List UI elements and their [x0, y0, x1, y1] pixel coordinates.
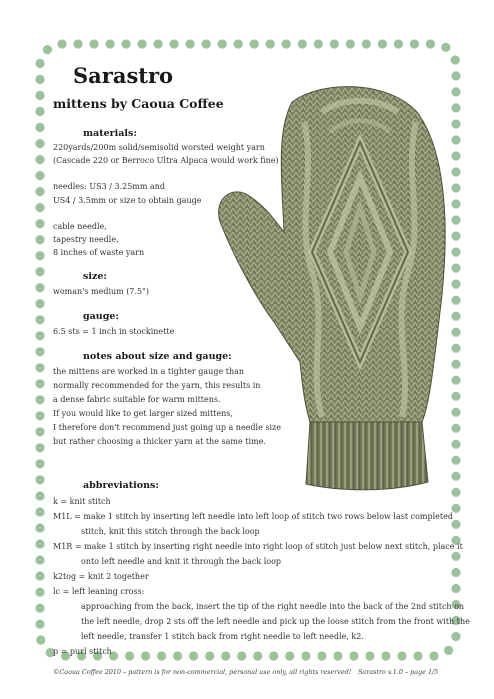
border-dot — [35, 555, 44, 564]
border-dot — [35, 331, 44, 340]
abbreviation-line: k = knit stitch — [53, 497, 111, 506]
border-dot — [35, 155, 44, 164]
border-dot — [413, 651, 422, 660]
border-dot — [234, 39, 243, 48]
border-dot — [35, 443, 44, 452]
border-dot — [346, 39, 355, 48]
materials-line: needles: US3 / 3.25mm and — [53, 182, 166, 191]
border-dot — [202, 39, 211, 48]
abbreviation-line: stitch, knit this stitch through the back loop — [81, 527, 260, 536]
border-dot — [349, 651, 358, 660]
notes-line: but rather choosing a thicker yarn at the same time. — [53, 437, 266, 446]
notes-line: If you would like to get larger sized mittens, — [53, 409, 233, 418]
border-dot — [73, 39, 82, 48]
border-dot — [237, 651, 246, 660]
notes-line: normally recommended for the yarn, this results in — [53, 381, 261, 390]
border-dot — [35, 571, 44, 580]
border-dot — [35, 604, 44, 613]
border-dot — [35, 539, 44, 548]
border-dot — [35, 267, 44, 276]
border-dot — [35, 588, 44, 597]
border-dot — [35, 91, 44, 100]
border-dot — [35, 347, 44, 356]
border-dot — [314, 39, 323, 48]
border-dot — [410, 39, 419, 48]
abbreviation-line: onto left needle and knit it through the back loop — [81, 557, 282, 566]
border-dot — [365, 651, 374, 660]
border-dot — [35, 395, 44, 404]
pattern-title: Sarastro — [73, 63, 174, 88]
materials-line: tapestry needle, — [53, 235, 119, 244]
abbreviation-line: the left needle, drop 2 sts off the left needle and pick up the loose stitch from the front with the — [81, 617, 470, 626]
border-dot — [43, 45, 52, 54]
border-dot — [154, 39, 163, 48]
border-dot — [205, 651, 214, 660]
abbreviations-heading: abbreviations: — [83, 480, 159, 491]
border-dot — [35, 75, 44, 84]
border-dot — [451, 71, 460, 80]
border-dot — [35, 523, 44, 532]
border-dot — [441, 43, 450, 52]
border-dot — [35, 283, 44, 292]
border-dot — [122, 39, 131, 48]
border-dot — [35, 475, 44, 484]
copyright-footer: ©Caoua Coffee 2010 – pattern is for non-commercial, personal use only, all rights reserved! — [53, 668, 352, 676]
border-dot — [186, 39, 195, 48]
border-dot — [35, 363, 44, 372]
gauge-value: 6.5 sts = 1 inch in stockinette — [53, 327, 175, 336]
border-dot — [173, 651, 182, 660]
border-dot — [429, 651, 438, 660]
notes-line: I therefore don't recommend just going up a needle size — [53, 423, 281, 432]
border-dot — [378, 39, 387, 48]
border-dot — [35, 411, 44, 420]
page-number-footer: Sarastro v.1.0 – page 1/5 — [358, 668, 439, 676]
border-dot — [36, 59, 45, 68]
border-dot — [35, 507, 44, 516]
border-dot — [394, 39, 403, 48]
border-dot — [35, 171, 44, 180]
abbreviation-line: lc = left leaning cross: — [53, 587, 145, 596]
border-dot — [35, 491, 44, 500]
border-dot — [35, 315, 44, 324]
border-dot — [36, 635, 45, 644]
border-dot — [451, 632, 460, 641]
materials-line: 220yards/200m solid/semisolid worsted weight yarn — [53, 143, 265, 152]
border-dot — [221, 651, 230, 660]
border-dot — [106, 39, 115, 48]
border-dot — [35, 379, 44, 388]
border-dot — [35, 459, 44, 468]
abbreviation-line: k2tog = knit 2 together — [53, 572, 149, 581]
materials-heading: materials: — [83, 128, 137, 139]
border-dot — [138, 39, 147, 48]
border-dot — [35, 620, 44, 629]
border-dot — [170, 39, 179, 48]
border-dot — [218, 39, 227, 48]
border-dot — [35, 235, 44, 244]
notes-heading: notes about size and gauge: — [83, 351, 232, 362]
border-dot — [330, 39, 339, 48]
materials-line: 8 inches of waste yarn — [53, 248, 145, 257]
border-dot — [269, 651, 278, 660]
border-dot — [285, 651, 294, 660]
abbreviation-line: p = purl stitch — [53, 647, 112, 656]
border-dot — [381, 651, 390, 660]
materials-line: (Cascade 220 or Berroco Ultra Alpaca would work fine) — [53, 156, 279, 165]
border-dot — [451, 584, 460, 593]
border-dot — [298, 39, 307, 48]
border-dot — [35, 427, 44, 436]
border-dot — [35, 203, 44, 212]
border-dot — [426, 39, 435, 48]
border-dot — [444, 646, 453, 655]
materials-line: cable needle, — [53, 222, 107, 231]
materials-line: US4 / 3.5mm or size to obtain gauge — [53, 196, 202, 205]
border-dot — [250, 39, 259, 48]
border-dot — [35, 139, 44, 148]
border-dot — [125, 651, 134, 660]
pattern-subtitle: mittens by Caoua Coffee — [53, 96, 224, 111]
border-dot — [333, 651, 342, 660]
size-heading: size: — [83, 271, 107, 282]
border-dot — [451, 552, 460, 561]
abbreviation-line: M1L = make 1 stitch by inserting left needle into left loop of stitch two rows below last completed — [53, 512, 453, 521]
abbreviation-line: M1R = make 1 stitch by inserting right needle into right loop of stitch just below next stitch, place it — [53, 542, 463, 551]
border-dot — [451, 55, 460, 64]
border-dot — [157, 651, 166, 660]
border-dot — [282, 39, 291, 48]
border-dot — [451, 568, 460, 577]
border-dot — [57, 39, 66, 48]
border-dot — [35, 123, 44, 132]
border-dot — [189, 651, 198, 660]
notes-line: the mittens are worked in a tighter gauge than — [53, 367, 245, 376]
border-dot — [35, 107, 44, 116]
border-dot — [317, 651, 326, 660]
border-dot — [362, 39, 371, 48]
border-dot — [89, 39, 98, 48]
border-dot — [35, 251, 44, 260]
border-dot — [301, 651, 310, 660]
gauge-heading: gauge: — [83, 311, 119, 322]
border-dot — [35, 187, 44, 196]
border-dot — [266, 39, 275, 48]
border-dot — [397, 651, 406, 660]
border-dot — [35, 299, 44, 308]
size-value: woman's medium (7.5") — [53, 287, 149, 296]
border-dot — [141, 651, 150, 660]
abbreviation-line: approaching from the back, insert the tip of the right needle into the back of the 2nd stitch on — [81, 602, 465, 611]
mitten-photo — [212, 82, 456, 494]
notes-line: a dense fabric suitable for warm mittens. — [53, 395, 221, 404]
border-dot — [253, 651, 262, 660]
border-dot — [35, 219, 44, 228]
abbreviation-line: left needle, transfer 1 stitch back from right needle to left needle, k2. — [81, 632, 364, 641]
